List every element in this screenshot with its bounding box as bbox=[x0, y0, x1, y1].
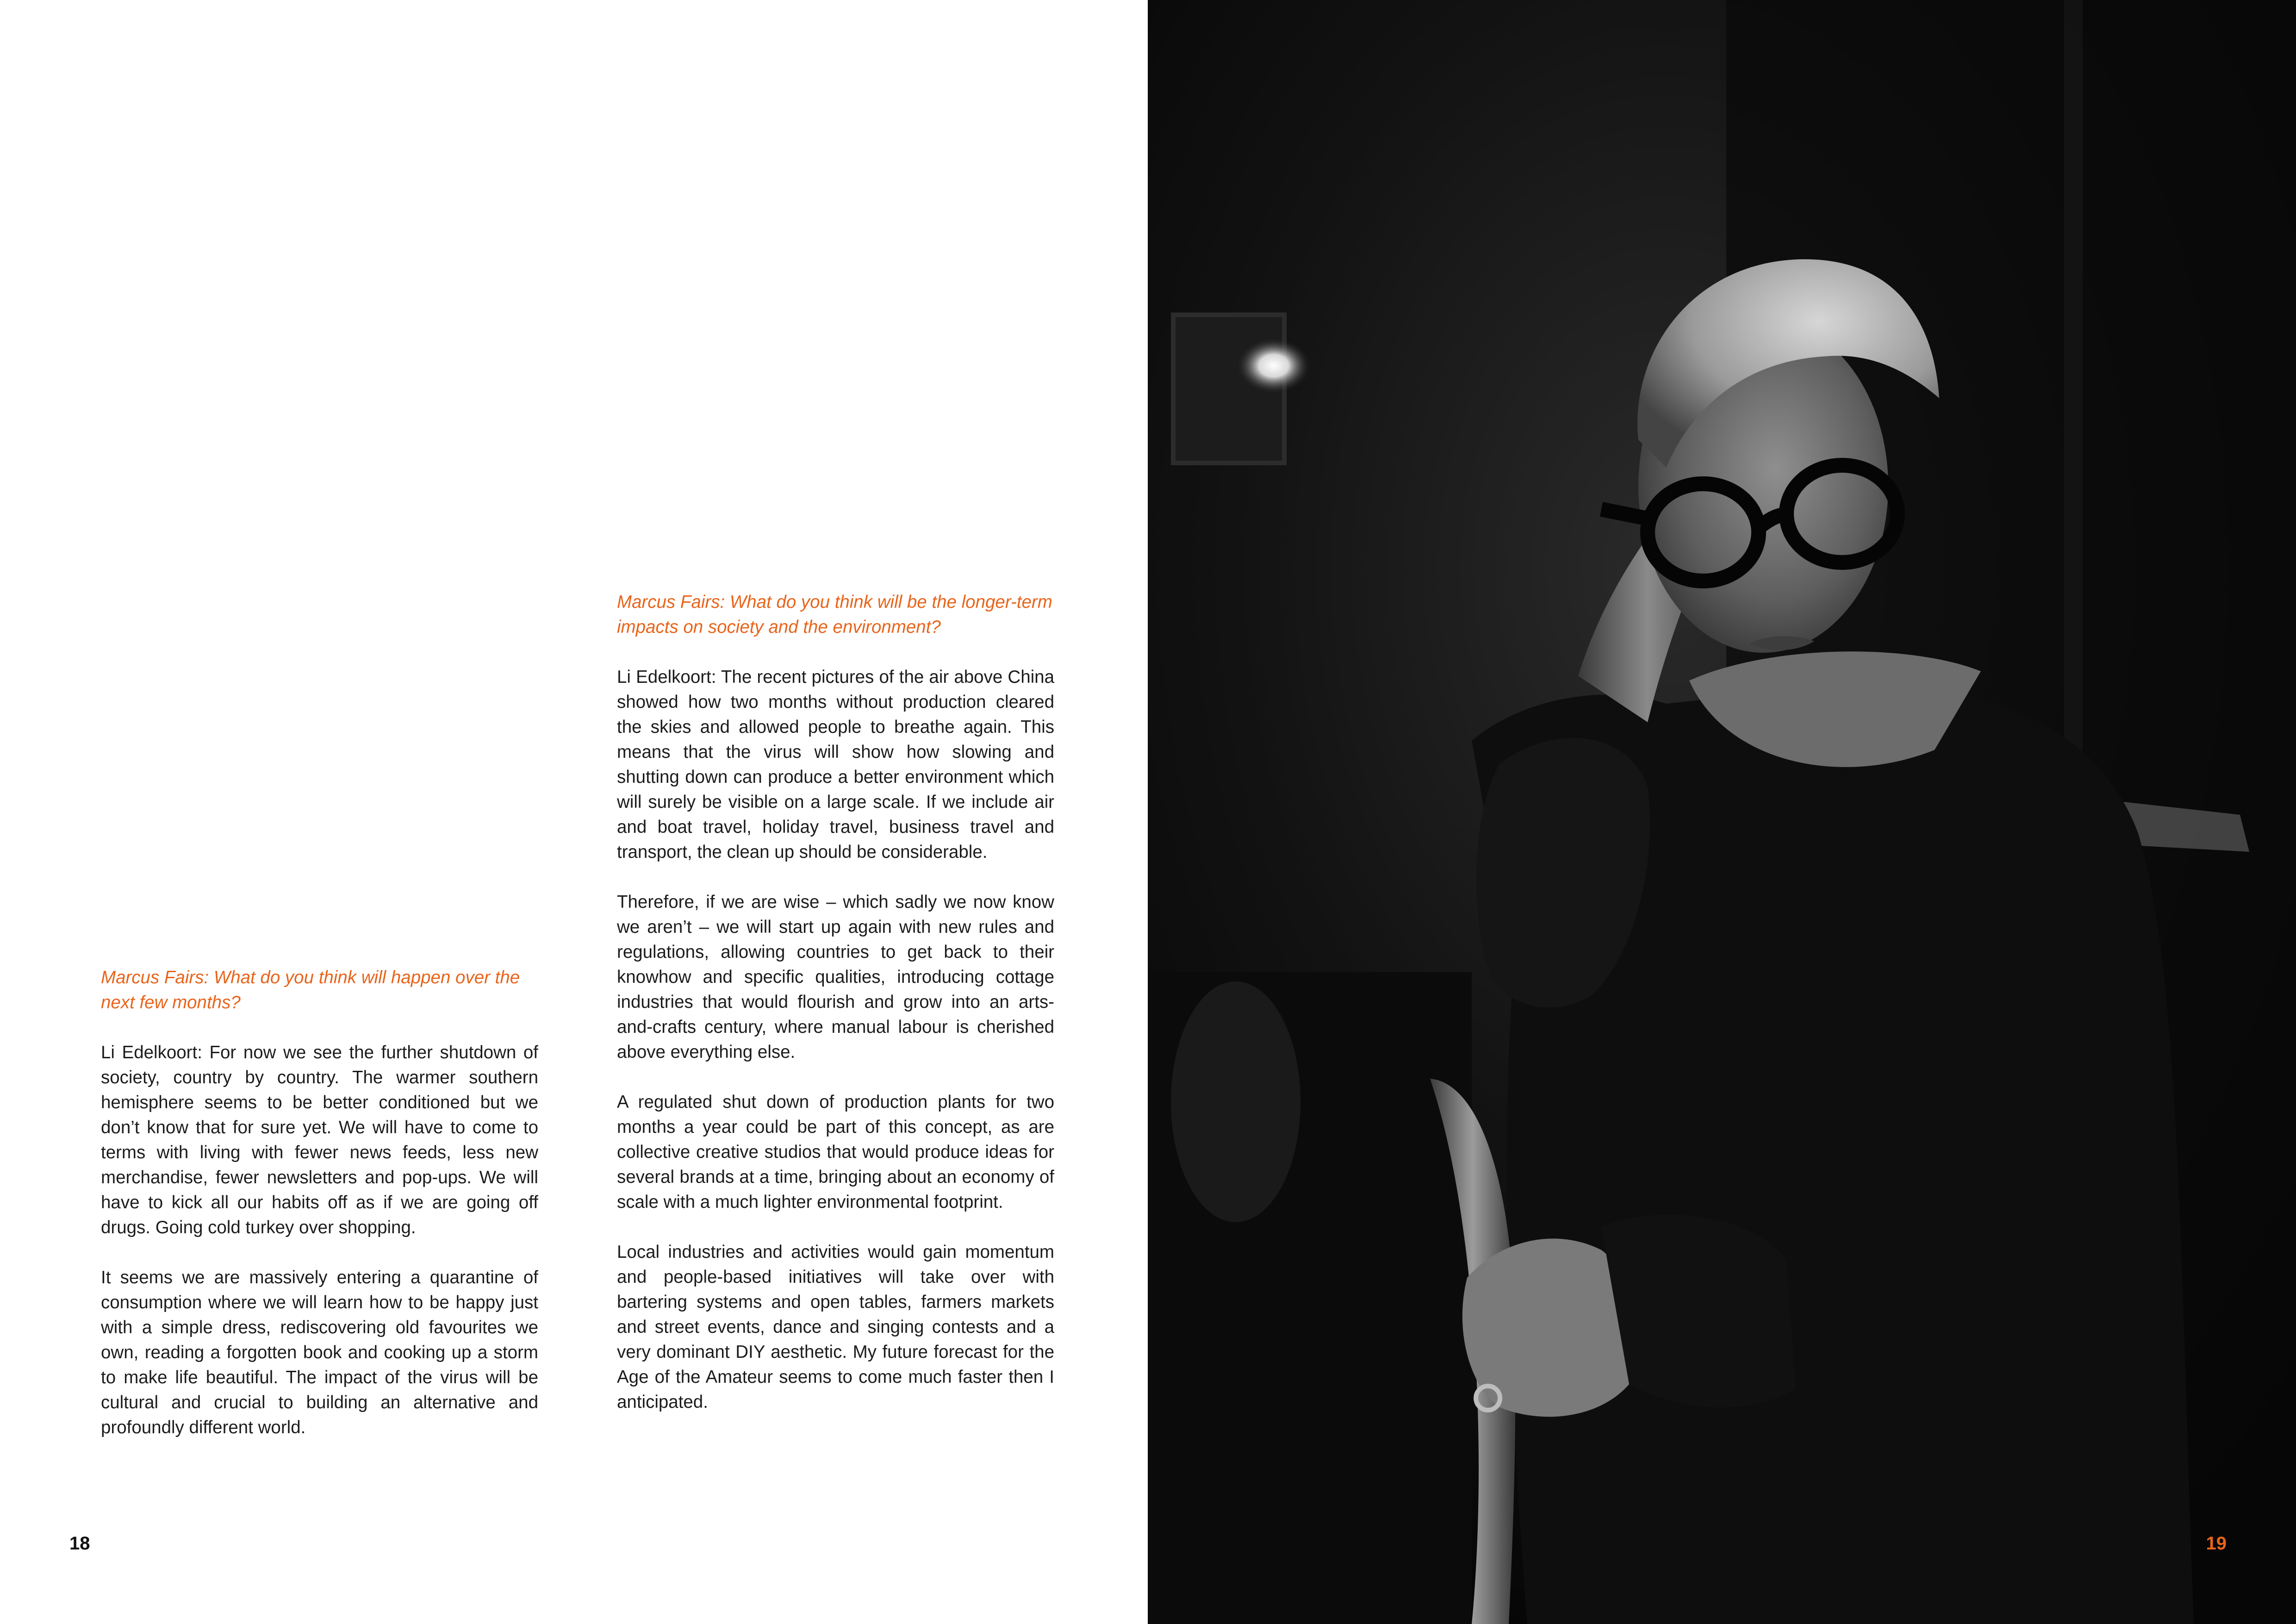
interview-answer: Therefore, if we are wise – which sadly we now know we aren’t – we will start up again with new rules and regulations, allowing countries to get back to their knowhow and specific qualities, introducing cottage industries that would flourish and grow into an arts-and-crafts century, where manual labour is cherished above everything else. bbox=[617, 892, 1054, 1062]
interview-answer: Local industries and activities would gain momentum and people-based initiatives will take over with bartering systems and open tables, farmers markets and street events, dance and singing contests and a very dominant DIY aesthetic. My future forecast for the Age of the Amateur seems to come much faster then I anticipated. bbox=[617, 1242, 1054, 1412]
interview-answer: Li Edelkoort: For now we see the further shutdown of society, country by country. The warmer southern hemisphere seems to be better conditioned but we don’t know that for sure yet. We will have to come to terms with living with fewer news feeds, less new merchandise, fewer newsletters and pop-ups. We will have to kick all our habits off as if we are going off drugs. Going cold turkey over shopping. bbox=[101, 1043, 538, 1237]
interview-answer: A regulated shut down of production plants for two months a year could be part of this concept, as are collective creative studios that would produce ideas for several brands at a time, bringing about an economy of scale with a much lighter environmental footprint. bbox=[617, 1092, 1054, 1212]
interview-answer: Li Edelkoort: The recent pictures of the air above China showed how two months without production cleared the skies and allowed people to breathe again. This means that the virus will show how slowing and shutting down can produce a better environment which will surely be visible on a large scale. If we include air and boat travel, holiday travel, business travel and transport, the clean up should be considerable. bbox=[617, 667, 1054, 862]
interview-column-right bbox=[617, 590, 1054, 1415]
right-page bbox=[1148, 0, 2296, 1624]
interview-answer: It seems we are massively entering a quarantine of consumption where we will learn how to be happy just with a simple dress, rediscovering old favourites we own, reading a forgotten book and cooking up a storm to make life beautiful. The impact of the virus will be cultural and crucial to building an alternative and profoundly different world. bbox=[101, 1268, 538, 1437]
portrait-photo bbox=[1148, 0, 2296, 1624]
interview-question: Marcus Fairs: What do you think will be the longer-term impacts on society and the environment? bbox=[617, 592, 1052, 637]
page-number-left: 18 bbox=[69, 1533, 90, 1554]
page-number-right: 19 bbox=[2206, 1533, 2227, 1554]
interview-question: Marcus Fairs: What do you think will happen over the next few months? bbox=[101, 968, 520, 1012]
interview-column-left bbox=[101, 965, 538, 1440]
